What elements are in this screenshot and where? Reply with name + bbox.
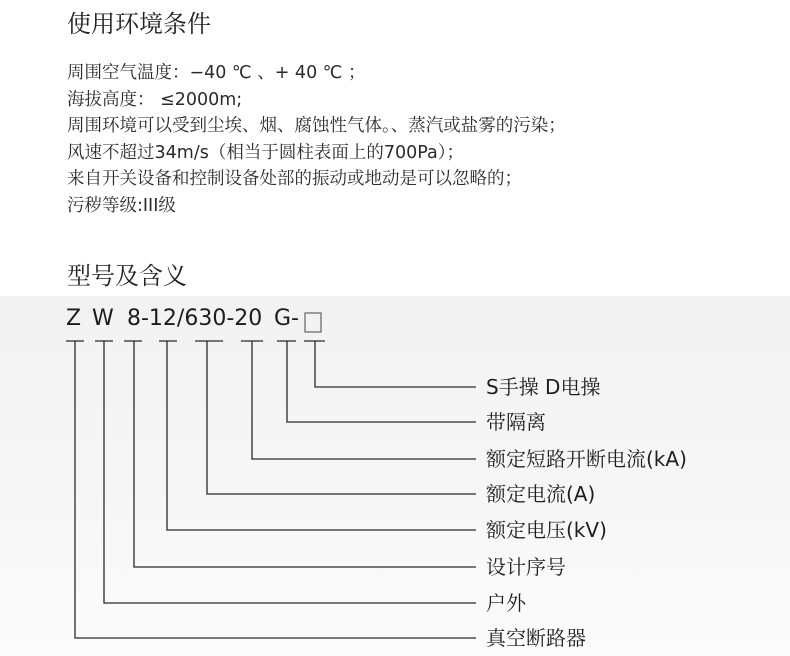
connector-breaking-current: [252, 341, 476, 459]
section-title-model-meaning: 型号及含义: [67, 262, 187, 290]
label-operation-type: S手操 D电操: [486, 375, 601, 399]
label-rated-short-circuit-breaking-current: 额定短路开断电流(kA): [486, 447, 687, 471]
model-code-w: W: [92, 306, 114, 331]
model-code-g: G-: [274, 306, 299, 331]
connector-rated-current: [207, 341, 476, 494]
label-rated-current: 额定电流(A): [486, 482, 596, 506]
model-code-z: Z: [66, 306, 82, 331]
connector-vacuum-breaker: [75, 341, 476, 638]
condition-line-environment: 周围环境可以受到尘埃、烟、腐蚀性气体。、蒸汽或盐雾的污染；: [67, 116, 566, 136]
model-code-rating: 8-12/630-20: [127, 306, 263, 331]
condition-line-wind-speed: 风速不超过34m/s（相当于圆柱表面上的700Pa）；: [67, 142, 464, 163]
label-with-isolation: 带隔离: [486, 410, 546, 434]
operation-type-placeholder-box: [305, 313, 321, 332]
condition-line-altitude: 海拔高度： ≤2000m;: [67, 89, 243, 110]
section-title-operating-conditions: 使用环境条件: [67, 10, 211, 38]
condition-line-temperature: 周围空气温度：−40 ℃ 、+ 40 ℃ ；: [67, 63, 366, 83]
connector-design-number: [134, 341, 476, 567]
connector-outdoor: [104, 341, 476, 603]
label-design-number: 设计序号: [486, 555, 566, 579]
label-rated-voltage: 额定电压(kV): [486, 518, 607, 542]
connector-rated-voltage: [167, 341, 476, 530]
connector-operation-type: [315, 341, 476, 387]
condition-line-pollution-level: 污秽等级:III级: [67, 195, 176, 216]
label-vacuum-circuit-breaker: 真空断路器: [486, 626, 586, 650]
label-outdoor: 户外: [486, 591, 526, 615]
condition-line-vibration: 来自开关设备和控制设备处部的振动或地动是可以忽略的；: [67, 169, 522, 189]
